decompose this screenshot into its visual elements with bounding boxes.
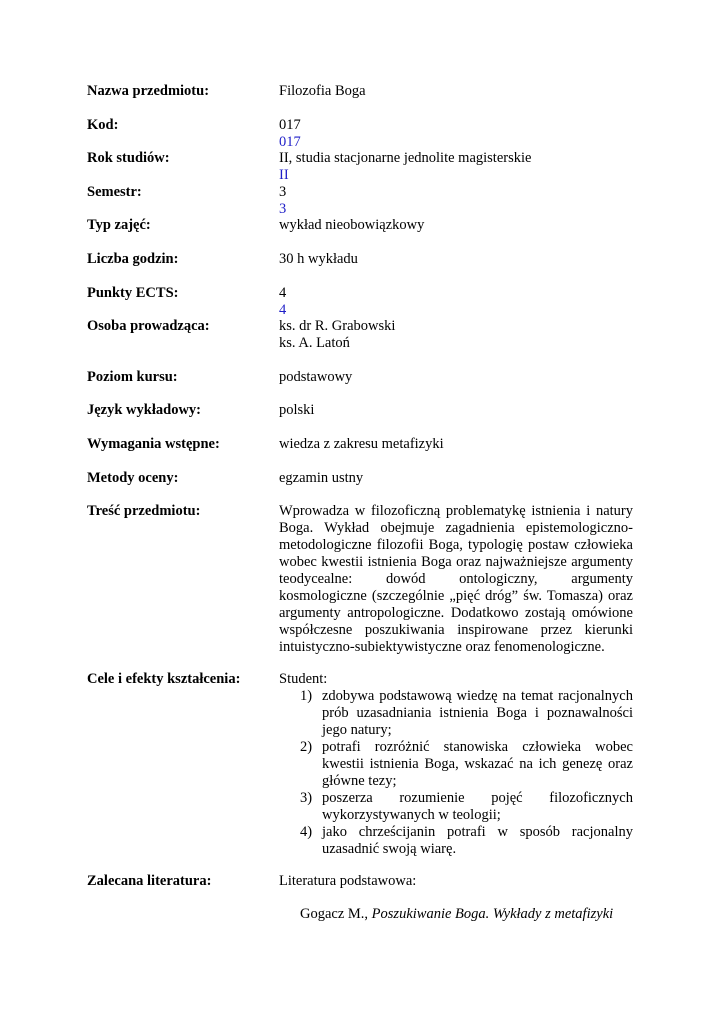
field-echo: II — [279, 167, 289, 183]
field-echo: 017 — [279, 134, 301, 150]
field-value: 4 — [279, 285, 287, 301]
field-label: Kod: — [87, 117, 119, 133]
list-item — [279, 790, 633, 824]
field-label: Metody oceny: — [87, 470, 179, 486]
field-label: Język wykładowy: — [87, 402, 201, 418]
field-value: II, studia stacjonarne jednolite magisterskie — [279, 150, 532, 166]
field-value: ks. dr R. Grabowski — [279, 318, 396, 334]
literature-item — [300, 906, 613, 923]
field-value: egzamin ustny — [279, 470, 364, 486]
list-item-number: 2) — [300, 739, 313, 755]
list-item-text: zdobywa podstawową wiedzę na temat racjonalnych prób uzasadniania istnienia Boga i poznawalności jego natury; — [322, 688, 633, 738]
list-item-text: poszerza rozumienie pojęć filozoficznych wykorzystywanych w teologii; — [322, 790, 633, 823]
list-item-text: potrafi rozróżnić stanowiska człowieka wobec kwestii istnienia Boga, wskazać na ich genezę oraz główne tezy; — [322, 739, 633, 789]
field-label: Wymagania wstępne: — [87, 436, 220, 452]
list-item-number: 3) — [300, 790, 313, 806]
field-label: Treść przedmiotu: — [87, 503, 201, 519]
course-content-text: Wprowadza w filozoficzną problematykę istnienia i natury Boga. Wykład obejmuje zagadnienia epistemologiczno-metodologiczne filozofii Boga, typologię postaw człowieka wobec kwestii istnienia Boga oraz najważniejsze argumenty teodycealne: dowód ontologiczny, argumenty kosmologiczne (szczególnie „pięć dróg” św. Tomasza) oraz argumenty antropologiczne. Dodatkowo zostają omówione współczesne poszukiwania inspirowane przez kierunki intuistyczno-subiektywistyczne oraz fenomenologiczne. — [279, 503, 633, 655]
list-item-text: jako chrześcijanin potrafi w sposób racjonalny uzasadnić swoją wiarę. — [322, 824, 633, 857]
field-echo: 4 — [279, 302, 287, 318]
field-echo: 3 — [279, 201, 287, 217]
literature-heading: Literatura podstawowa: — [279, 873, 417, 889]
book-title: Poszukiwanie Boga. Wykłady z metafizyki — [371, 906, 614, 922]
field-value-2: ks. A. Latoń — [279, 335, 350, 351]
list-item — [279, 824, 633, 858]
field-value: Filozofia Boga — [279, 83, 366, 99]
field-label: Osoba prowadząca: — [87, 318, 210, 334]
field-label: Nazwa przedmiotu: — [87, 83, 210, 99]
list-item-number: 4) — [300, 824, 313, 840]
field-value: 30 h wykładu — [279, 251, 358, 267]
list-item — [279, 688, 633, 739]
outcomes-list — [279, 688, 633, 858]
book-author: Gogacz M., — [300, 906, 372, 922]
field-label: Cele i efekty kształcenia: — [87, 671, 241, 687]
list-item-number: 1) — [300, 688, 313, 704]
field-value: wykład nieobowiązkowy — [279, 217, 425, 233]
outcomes-intro: Student: — [279, 671, 328, 687]
field-label: Semestr: — [87, 184, 142, 200]
field-value: wiedza z zakresu metafizyki — [279, 436, 444, 452]
field-label: Zalecana literatura: — [87, 873, 212, 889]
field-value: 017 — [279, 117, 301, 133]
field-value: podstawowy — [279, 369, 353, 385]
field-label: Liczba godzin: — [87, 251, 179, 267]
field-label: Punkty ECTS: — [87, 285, 179, 301]
field-label: Rok studiów: — [87, 150, 170, 166]
field-value: 3 — [279, 184, 287, 200]
list-item — [279, 739, 633, 790]
field-label: Poziom kursu: — [87, 369, 178, 385]
field-value: polski — [279, 402, 315, 418]
field-label: Typ zajęć: — [87, 217, 151, 233]
